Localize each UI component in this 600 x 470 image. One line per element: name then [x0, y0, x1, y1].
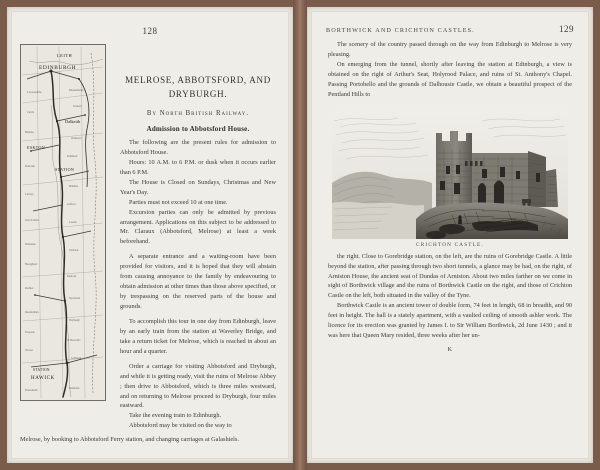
svg-text:Musselburgh: Musselburgh [69, 89, 84, 92]
svg-text:Tranent: Tranent [73, 105, 82, 108]
running-head: BORTHWICK AND CRICHTON CASTLES. [326, 27, 475, 34]
svg-text:Lauder: Lauder [69, 221, 77, 224]
svg-text:Broughton: Broughton [25, 263, 37, 266]
svg-text:STATION: STATION [55, 167, 75, 172]
left-page [7, 7, 293, 463]
paragraph: Hours: 10 A.M. to 6 P.M. or dusk when it occurs earlier than 6 P.M. [120, 158, 276, 176]
svg-text:Carlops: Carlops [25, 193, 34, 196]
railway-map [20, 44, 106, 401]
svg-text:Currie: Currie [27, 111, 35, 114]
castle-figure [328, 111, 572, 248]
paragraph: On emerging from the tunnel, shortly after leaving the station at Edinburgh, a view is obtained on the right of Arthur's Seat, Holyrood Palace, and ruins of St. Anthony's Chapel. Passing Portobello and the grounds of Dalhousie Castle, we obtain a beautiful prospect of the Pentland Hills to [328, 60, 572, 98]
svg-text:Peebles: Peebles [25, 287, 34, 290]
right-text-column [312, 34, 588, 353]
svg-text:Yarrow: Yarrow [25, 349, 34, 352]
svg-text:Newstead: Newstead [69, 297, 81, 300]
figure-caption: CRICHTON CASTLE. [416, 241, 484, 248]
article-subhead: Admission to Abbotsford House. [146, 125, 250, 133]
svg-text:Traquair: Traquair [25, 331, 35, 334]
paragraph: A separate entrance and a waiting-room have been provided for visitors, and it is hoped that they will abstain from causing annoyance to the family by endeavouring to obtain admission at other times than those above specified, or by trespassing on the reserved parts of the house and grounds. [120, 253, 276, 310]
crichton-castle-engraving [332, 111, 568, 239]
paragraph-continuation: Melrose, by booking to Abbotsford Ferry station, and changing carriages at Galashiels. [20, 436, 239, 444]
svg-text:Ormiston: Ormiston [71, 137, 82, 140]
svg-text:Penicuik: Penicuik [25, 165, 35, 168]
svg-text:Jedburgh: Jedburgh [71, 357, 82, 360]
svg-text:ESKTON: ESKTON [27, 145, 46, 150]
svg-text:Dryburgh: Dryburgh [69, 319, 80, 322]
svg-text:HAWICK: HAWICK [31, 376, 55, 381]
signature-mark: K [447, 347, 453, 354]
svg-text:Dalkeith: Dalkeith [65, 119, 81, 124]
right-page-header [312, 24, 588, 34]
article-byline: By North British Railway. [146, 110, 250, 117]
svg-text:Humbie: Humbie [69, 185, 79, 188]
svg-text:LEITH: LEITH [57, 53, 73, 58]
paragraph: The scenery of the country passed through on the way from Edinburgh to Melrose is very pleasing. [328, 41, 572, 58]
svg-text:Balerno: Balerno [25, 131, 34, 134]
svg-text:Gifford: Gifford [67, 203, 76, 206]
svg-text:St Boswells: St Boswells [67, 339, 81, 342]
svg-text:Romanno: Romanno [25, 243, 36, 246]
paragraph: Parties must not exceed 10 at one time. [129, 198, 228, 206]
svg-text:Denholm: Denholm [69, 387, 80, 390]
paragraph: The House is Closed on Sundays, Christmas and New Year's Day. [120, 178, 276, 196]
left-text-column [112, 44, 288, 431]
paragraph: Take the evening train to Edinburgh. [129, 412, 222, 420]
article-title: MELROSE, ABBOTSFORD, AND DRYBURGH. [125, 75, 271, 99]
svg-text:Innerleithen: Innerleithen [25, 311, 39, 314]
right-page [307, 7, 593, 463]
svg-text:Melrose: Melrose [67, 275, 77, 278]
right-page-folio: 129 [559, 24, 574, 34]
left-page-paper [11, 11, 289, 459]
svg-text:Corstorphine: Corstorphine [27, 91, 42, 94]
paragraph: Borthwick Castle is an ancient tower of double form, 74 feet in length, 68 in breadth, and 90 feet in height. The hall is a stately apartment, with a vaulted ceiling of smooth ashler work. The licence for its erection was granted by James I. to Sir William Borthwick, 2d June 1430 ; and it was here that Queen Mary resided, three weeks after her un- [328, 302, 572, 340]
left-page-folio: 128 [142, 26, 158, 36]
book-gutter [293, 0, 307, 470]
svg-text:Earlston: Earlston [69, 249, 79, 252]
svg-text:Branxholm: Branxholm [25, 389, 38, 392]
svg-text:STATION: STATION [33, 368, 50, 372]
paragraph: the right. Close to Gorebridge station, on the left, are the ruins of Gorebridge Castle. A little beyond the station, after passing through two short tunnels, a glance may be had, on the right, of Arniston House, the ancient seat of Dundas of Arniston. About two miles farther on we come in sight of Borthwick village and the ruins of Borthwick Castle on the right, and those of Crichton Castle on the left, both situated in the valley of the Tyne. [328, 252, 572, 300]
svg-text:West Linton: West Linton [25, 219, 39, 222]
paragraph: The following are the present rules for admission to Abbotsford House. [120, 139, 276, 156]
right-page-paper [311, 11, 589, 459]
paragraph: Excursion parties can only be admitted by previous arrangement. Applications on this subject to be addressed to Mr. Claraux (Abbotsford, Melrose) at least a week beforehand. [120, 208, 276, 246]
map-column [12, 44, 112, 431]
svg-text:EDINBURGH: EDINBURGH [39, 65, 77, 71]
paragraph: To accomplish this tour in one day from Edinburgh, leave by an early train from the station at Waverley Bridge, and take a return ticket for Melrose, which is reached in about an hour and a quarter. [120, 317, 276, 355]
svg-text:Pathhead: Pathhead [67, 155, 78, 158]
paragraph: Order a carriage for visiting Abbotsford and Dryburgh, and while it is getting ready, visit the ruins of Melrose Abbey ; then drive to Abbotsford, which is three miles westward, and on returning to Melrose proceed to Dryburgh, four miles eastward. [120, 362, 276, 410]
paragraph: Abbotsford may be visited on the way to [129, 422, 232, 430]
